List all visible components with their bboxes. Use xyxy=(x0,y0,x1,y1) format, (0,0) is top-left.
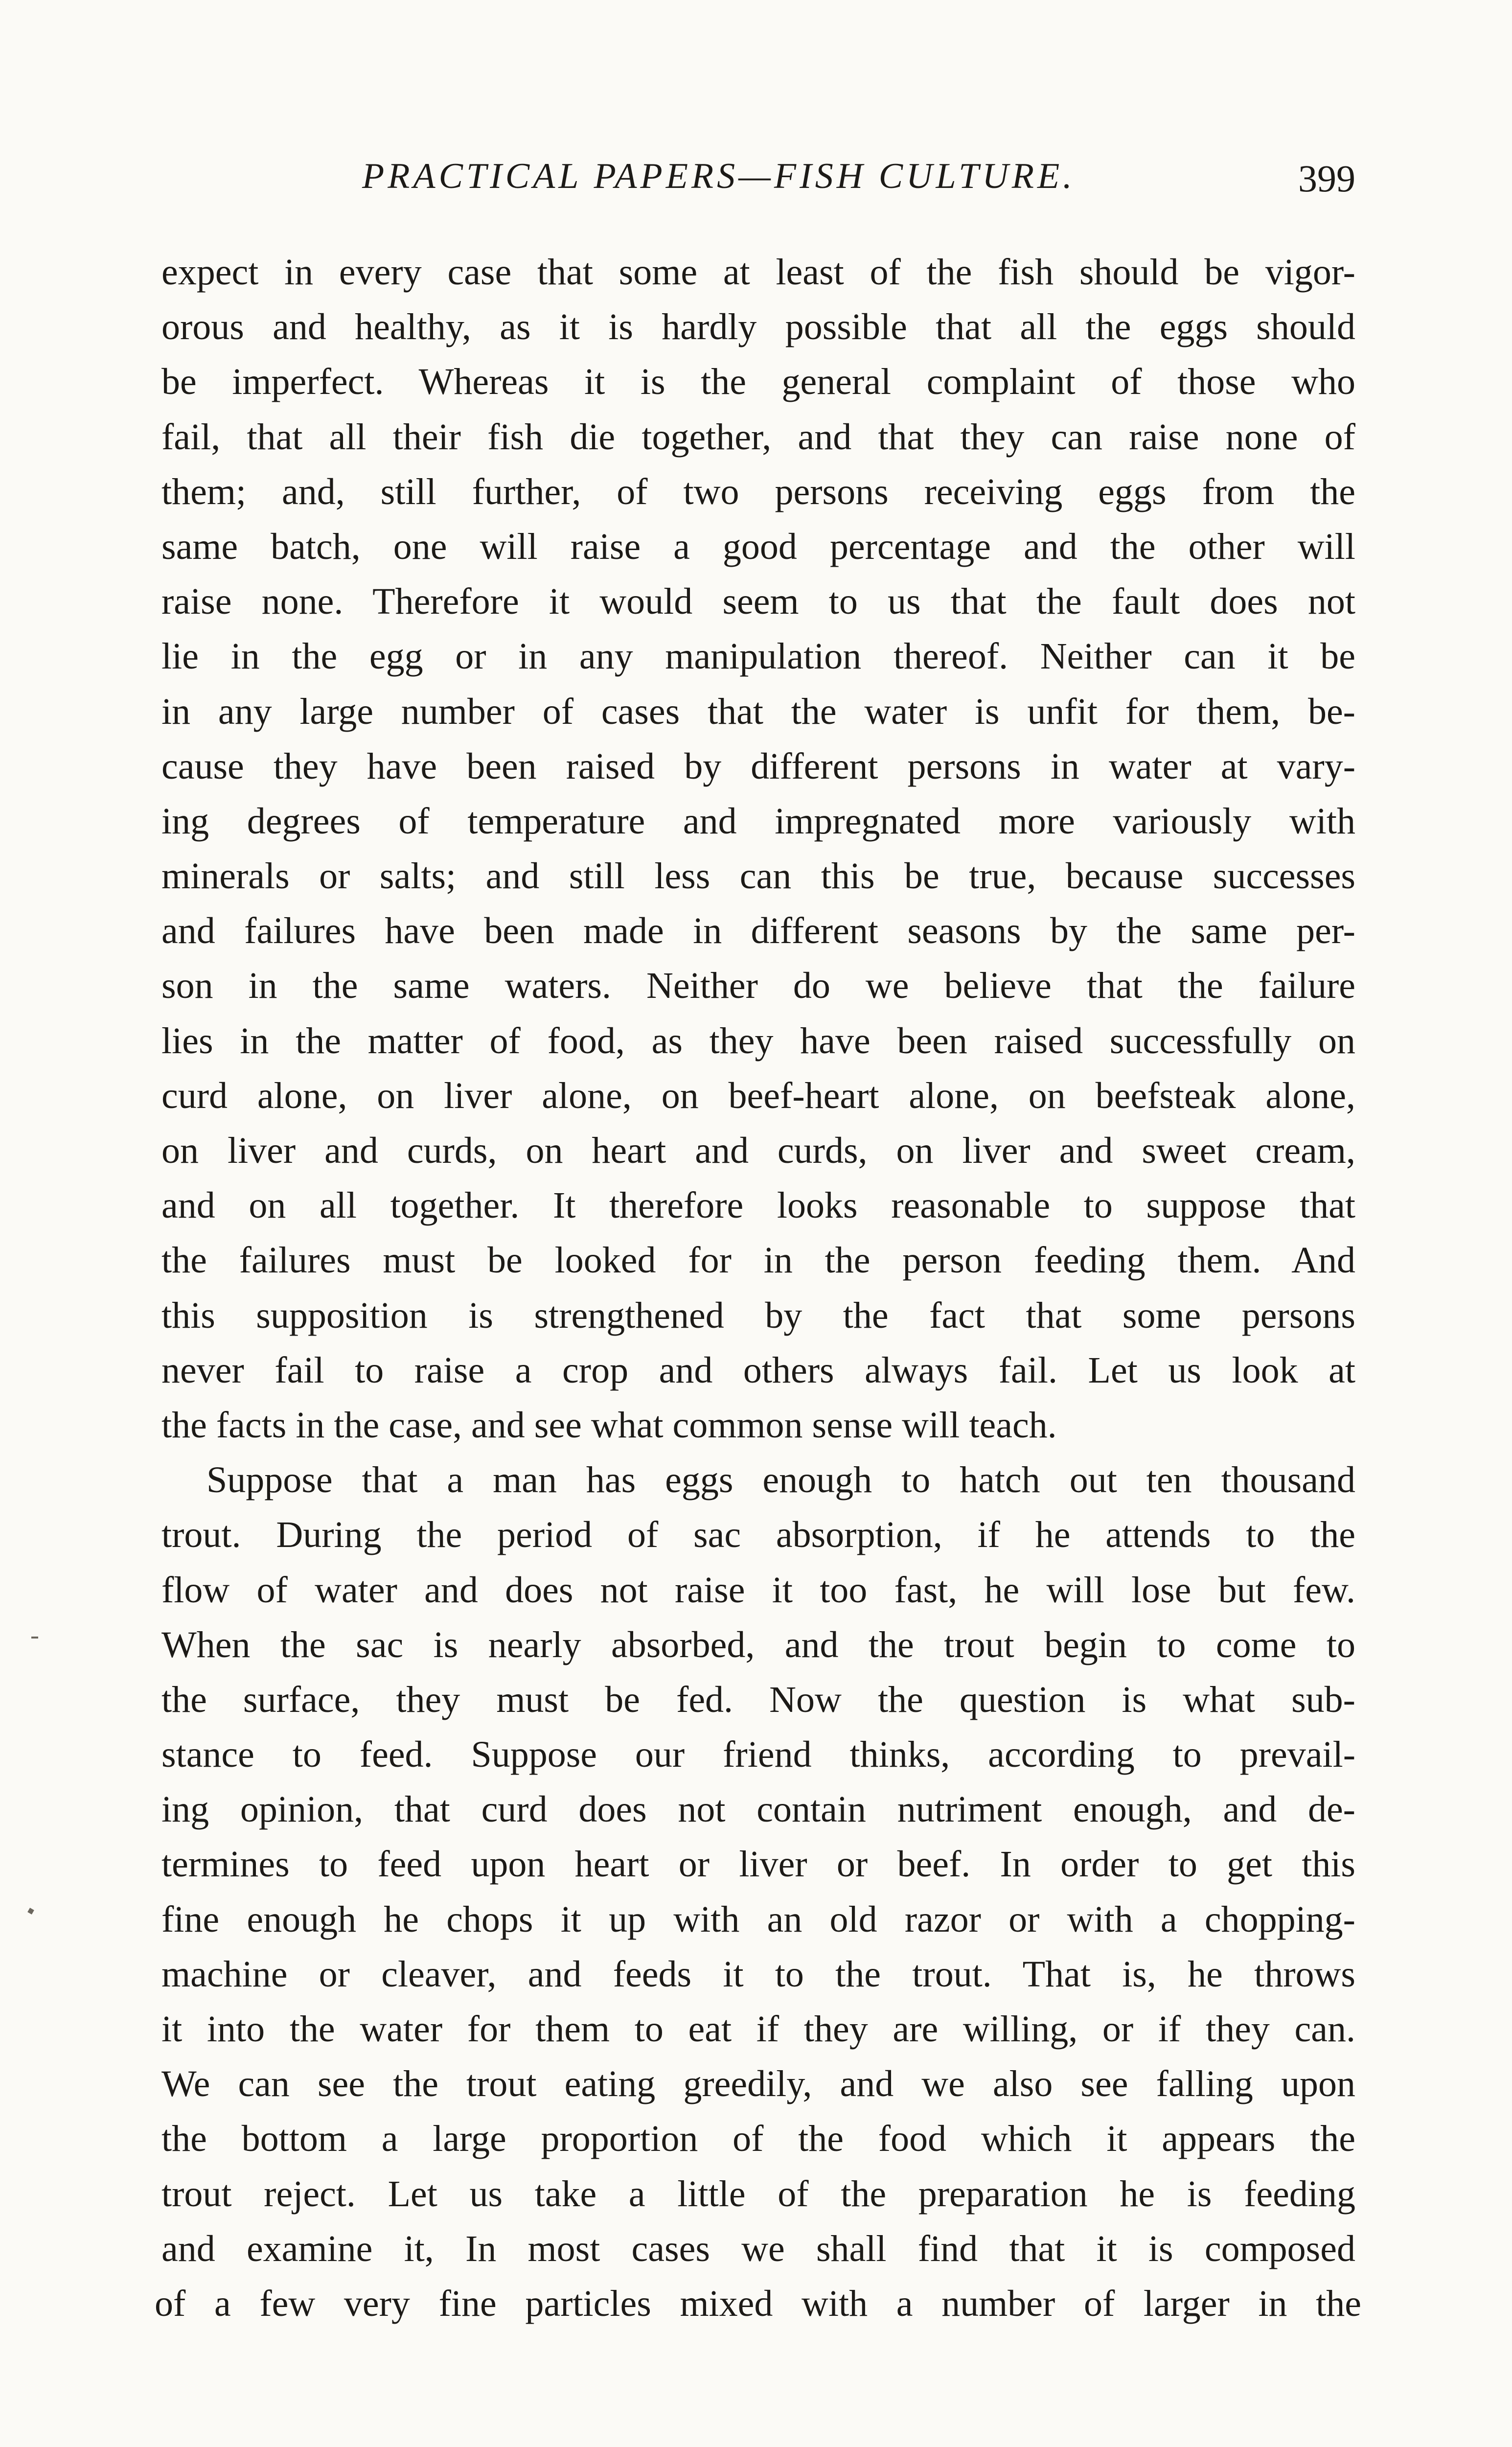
text-line: orous and healthy, as it is hardly possible that all the eggs should xyxy=(161,306,1355,348)
text-line: son in the same waters. Neither do we believe that the failure xyxy=(161,965,1355,1007)
text-line: raise none. Therefore it would seem to us that the fault does not xyxy=(161,581,1355,623)
text-line: ing degrees of temperature and impregnated more variously with xyxy=(161,800,1355,842)
body-text xyxy=(155,245,1361,2331)
text-line: and failures have been made in different seasons by the same per- xyxy=(161,910,1355,952)
margin-speck xyxy=(27,1908,34,1915)
text-line: be imperfect. Whereas it is the general complaint of those who xyxy=(161,361,1355,403)
text-line: of a few very fine particles mixed with a number of larger in the xyxy=(155,2283,1361,2324)
text-line: machine or cleaver, and feeds it to the trout. That is, he throws xyxy=(161,1953,1355,1995)
text-line: minerals or salts; and still less can this be true, because successes xyxy=(161,855,1355,897)
text-line: same batch, one will raise a good percentage and the other will xyxy=(161,526,1355,567)
text-line: expect in every case that some at least of the fish should be vigor- xyxy=(161,252,1355,293)
text-line: curd alone, on liver alone, on beef-heart alone, on beefsteak alone, xyxy=(161,1075,1355,1116)
text-line: When the sac is nearly absorbed, and the trout begin to come to xyxy=(161,1624,1355,1665)
text-line: in any large number of cases that the water is unfit for them, be- xyxy=(161,691,1355,732)
paragraph-2 xyxy=(155,1453,1361,2331)
paragraph-1 xyxy=(161,245,1355,1453)
text-line: cause they have been raised by different persons in water at vary- xyxy=(161,745,1355,787)
page-number: 399 xyxy=(1298,157,1355,200)
text-line: flow of water and does not raise it too fast, he will lose but few. xyxy=(161,1569,1355,1611)
text-line: the surface, they must be fed. Now the question is what sub- xyxy=(161,1679,1355,1720)
text-line: them; and, still further, of two persons receiving eggs from the xyxy=(161,471,1355,512)
text-line: and on all together. It therefore looks reasonable to suppose that xyxy=(161,1185,1355,1226)
text-line: on liver and curds, on heart and curds, on liver and sweet cream, xyxy=(161,1130,1355,1171)
text-line: stance to feed. Suppose our friend thinks, according to prevail- xyxy=(161,1734,1355,1776)
text-line: We can see the trout eating greedily, and we also see falling upon xyxy=(161,2063,1355,2105)
text-line: termines to feed upon heart or liver or beef. In order to get this xyxy=(161,1844,1355,1885)
margin-speck xyxy=(31,1637,38,1639)
text-line: the facts in the case, and see what common sense will teach. xyxy=(161,1404,1057,1446)
page-header xyxy=(161,156,1355,214)
running-head: PRACTICAL PAPERS—FISH CULTURE. xyxy=(362,156,1076,196)
text-line: fail, that all their fish die together, and that they can raise none of xyxy=(161,416,1355,458)
text-line: lies in the matter of food, as they have been raised successfully on xyxy=(161,1020,1355,1062)
text-line: and examine it, In most cases we shall find that it is composed xyxy=(161,2228,1355,2269)
text-line: the bottom a large proportion of the food which it appears the xyxy=(161,2118,1355,2160)
text-line: trout. During the period of sac absorption, if he attends to the xyxy=(161,1514,1355,1556)
text-line: the failures must be looked for in the person feeding them. And xyxy=(161,1240,1355,1281)
text-line: ing opinion, that curd does not contain nutriment enough, and de- xyxy=(161,1789,1355,1830)
text-line: fine enough he chops it up with an old razor or with a chopping- xyxy=(161,1898,1355,1940)
text-line: never fail to raise a crop and others always fail. Let us look at xyxy=(161,1349,1355,1391)
text-line: trout reject. Let us take a little of the preparation he is feeding xyxy=(161,2173,1355,2215)
text-line: Suppose that a man has eggs enough to hatch out ten thousand xyxy=(206,1459,1355,1501)
text-line: lie in the egg or in any manipulation thereof. Neither can it be xyxy=(161,636,1355,677)
text-line: this supposition is strengthened by the fact that some persons xyxy=(161,1294,1355,1336)
text-line: it into the water for them to eat if they are willing, or if they can. xyxy=(161,2008,1355,2050)
